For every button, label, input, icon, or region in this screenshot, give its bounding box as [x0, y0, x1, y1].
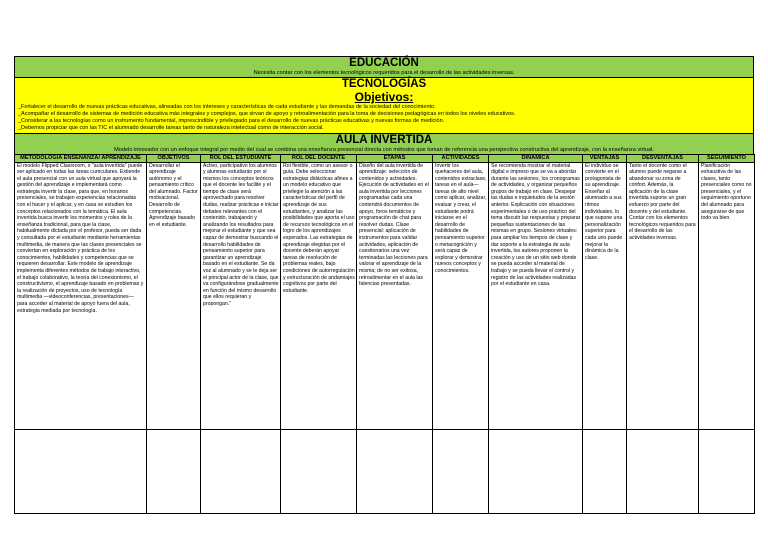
- table-cell-empty: [15, 429, 147, 513]
- technologies-title: TECNOLOGÍAS: [341, 78, 427, 90]
- education-subtitle: Necesita contar con los elementos tecnológicos requeridos para el desarrollo de las actividades inversas.: [253, 70, 515, 76]
- column-header: ETAPAS: [357, 155, 433, 163]
- column-header: OBJETIVOS: [147, 155, 201, 163]
- table-cell: Diseño del aula invertida de aprendizaje: selección de contenidos y actividades. Ejecución de actividades en el aula invertida por lecciones programadas cada una contendrá documentos de apoyo, foros temáticos y programación de chat para resolver dudas. Clase presencial: aplicación de instrumentos para validar actividades, aplicación de cuestionarios una vez terminadas las lecciones para valorar el aprendizaje de la misma; de no ser exitosa, retroalimentar en el aula las falencias presentadas.: [357, 162, 433, 429]
- flipped-classroom-band: [14, 133, 754, 154]
- objective-item: _Fortalecer el desarrollo de nuevas prácticas educativas, alineadas con los intereses y características de cada estudiante y las demandas de la sociedad del conocimiento.: [18, 104, 436, 110]
- table-cell-empty: [357, 429, 433, 513]
- education-band: [14, 56, 754, 77]
- column-header: ROL DEL DOCENTE: [281, 155, 357, 163]
- table-cell: Tanto el docente como el alumno puede negarse a abandonar su zona de confort. Además, la aplicación de la clase invertida supone un gran esfuerzo por parte del docente y del estudiante. Contar con los elementos tecnológicos requeridos para el desarrollo de las actividades inversas.: [627, 162, 699, 429]
- table-cell: El individuo se convierte en el protagonista de su aprendizaje. Enseñar al alumnado a sus ritmos individuales, lo que supone una personalización superior para cada uno puede mejorar la dinámica de la clase.: [583, 162, 627, 429]
- table-cell: Invertir los quehaceres del aula, contenidos extraclase, tareas en el aula— tareas de alto nivel como aplicar, analizar, evaluar y crear, el estudiante podrá iniciarse en el desarrollo de habilidades de pensamiento superior o metacognición y será capaz de explorar y demostrar nuevos conceptos y conocimientos.: [433, 162, 489, 429]
- document-sheet: [14, 56, 754, 514]
- objective-item: _Debemos propiciar que con las TIC el alumnado desarrolle tareas tanto de naturaleza intelectual como de interacción social.: [18, 125, 324, 131]
- table-header-row: [15, 155, 755, 163]
- column-header: DESVENTAJAS: [627, 155, 699, 163]
- table-row-blank: [15, 429, 755, 513]
- education-title: EDUCACIÓN: [349, 57, 419, 69]
- column-header: DINÁMICA: [489, 155, 583, 163]
- table-cell-empty: [583, 429, 627, 513]
- table-cell: El modelo Flipped Classroom, o "aula invertida" puede ser aplicado en todas las áreas curriculares. Extiende el aula presencial con un aula virtual que apoyará la gestión del aprendizaje e implementará como estrategia invertir la clase, para que, en horarios presenciales, se trabajen experiencias relacionadas con el hacer y el aplicar, y en casa se estudien los conceptos relacionados con la temática. El aula invertida busca invertir los momentos y roles de la enseñanza tradicional, para que la clase, habitualmente dictada por el profesor, pueda ser dada y consultada por el estudiante mediante herramientas multimedia, de manera que las clases presenciales se conviertan en exploración y práctica de los conocimientos, habilidades y competencias que se requieren desarrollar. Este modelo de aprendizaje implementa diferentes métodos de trabajo interactivo, el trabajo colaborativo, la teoría del conexionismo, el constructivismo, el aprendizaje basado en problemas y la realización de proyectos, uso de tecnología multimedia —videoconferencias, presentaciones— para acceder al material de apoyo fuera del aula, estrategia mediada por tecnología.: [15, 162, 147, 429]
- objective-item: _Acompañar el desarrollo de sistemas de medición educativa más integrales y complejos, que sirvan de apoyo y retroalimentación para la toma de decisiones pedagógicas en todos los niveles educativos.: [18, 111, 516, 117]
- technologies-band: [14, 77, 754, 133]
- column-header: VENTAJAS: [583, 155, 627, 163]
- table-cell-empty: [627, 429, 699, 513]
- table-cell-empty: [281, 429, 357, 513]
- table-cell-empty: [147, 429, 201, 513]
- table-cell-empty: [201, 429, 281, 513]
- objectives-title: Objetivos:: [354, 90, 414, 104]
- table-cell: Activo, participativo los alumnos y alumnas estudiarán por sí mismos los conceptos teóricos que el docente les facilite y el tiempo de clase será aprovechado para resolver dudas, realizar prácticas e iniciar debates relevantes con el contenido, trabajando y analizando los resultados para mejorar el estudiante y que sea capaz de demostrar buscando el desarrollo habilidades de pensamiento superior para garantizar un aprendizaje basado en el estudiante. Se da voz al alumnado y se le deja ser el principal actor de la clase, que va configurándose gradualmente en función del mismo desarrollo que ellos requieran y propongan.": [201, 162, 281, 429]
- table-cell-empty: [489, 429, 583, 513]
- column-header: METODOLOGÍA ENSEÑANZA/ APRENDIZAJE: [15, 155, 147, 163]
- column-header: ROL DEL ESTUDIANTE: [201, 155, 281, 163]
- column-header: SEGUIMIENTO: [699, 155, 755, 163]
- table-cell: Rol flexible, como un asesor o guía. Debe seleccionar estrategias didácticas afines a un modelo educativo que privilegie la atención a las características del perfil de aprendizaje de sus estudiantes, y analizar las posibilidades que aporta el uso de recursos tecnológicos en el logro de los aprendizajes esperados. Las estrategias de aprendizaje elegidas por el docente deberán apoyar tareas de resolución de problemas reales, bajo condiciones de autorregulación y estructuración de andamiajes cognitivos por parte del estudiante.: [281, 162, 357, 429]
- table-cell-empty: [433, 429, 489, 513]
- column-header: ACTIVIDADES: [433, 155, 489, 163]
- table-row: [15, 162, 755, 429]
- table-cell-empty: [699, 429, 755, 513]
- objectives-list: [15, 104, 753, 133]
- methodology-table: [14, 154, 755, 514]
- flipped-classroom-title: AULA INVERTIDA: [335, 134, 433, 146]
- objective-item: _Considerar a las tecnologías como un instrumento fundamental, imprescindible y privilegiado para el desarrollo de nuevas prácticas educativas y nuevas formas de medición.: [18, 118, 445, 124]
- table-cell: Se recomienda mostrar el material digital e impreso que se va a abordar durante las sesiones, los cronogramas de actividades, y organizar pequeños grupos de trabajo en clase. Despejar las dudas e inquietudes de la sesión anterior. Explicación con situaciones experimentales o de uso práctico del tema discutir las respuestas y preparar pequeñas sustentaciones de las mismas en grupo. Sesiones virtuales: para ampliar los tiempos de clase y dar soporte a la estrategia de aula invertida, los autores proponen la creación y uso de un sitio web donde se pueda acceder al material de trabajo y se pueda llevar el control y registro de las actividades realizadas por el estudiante en casa.: [489, 162, 583, 429]
- table-cell: Desarrollar el aprendizaje autónomo y el pensamiento crítico del alumnado. Factor motivacional. Desarrollo de competencias. Aprendizaje basado en el estudiante.: [147, 162, 201, 429]
- table-cell: Planificación exhaustiva de las clases, tanto presenciales como no presenciales, y el seguimiento oportuno del alumnado para asegurarse de que todo va bien.: [699, 162, 755, 429]
- flipped-classroom-subtitle: Modelo innovador con un enfoque integral por medio del cual se combina una enseñanza presencial directa con métodos que toman de referencia una perspectiva constructiva del aprendizaje, con la enseñanza virtual.: [114, 147, 654, 153]
